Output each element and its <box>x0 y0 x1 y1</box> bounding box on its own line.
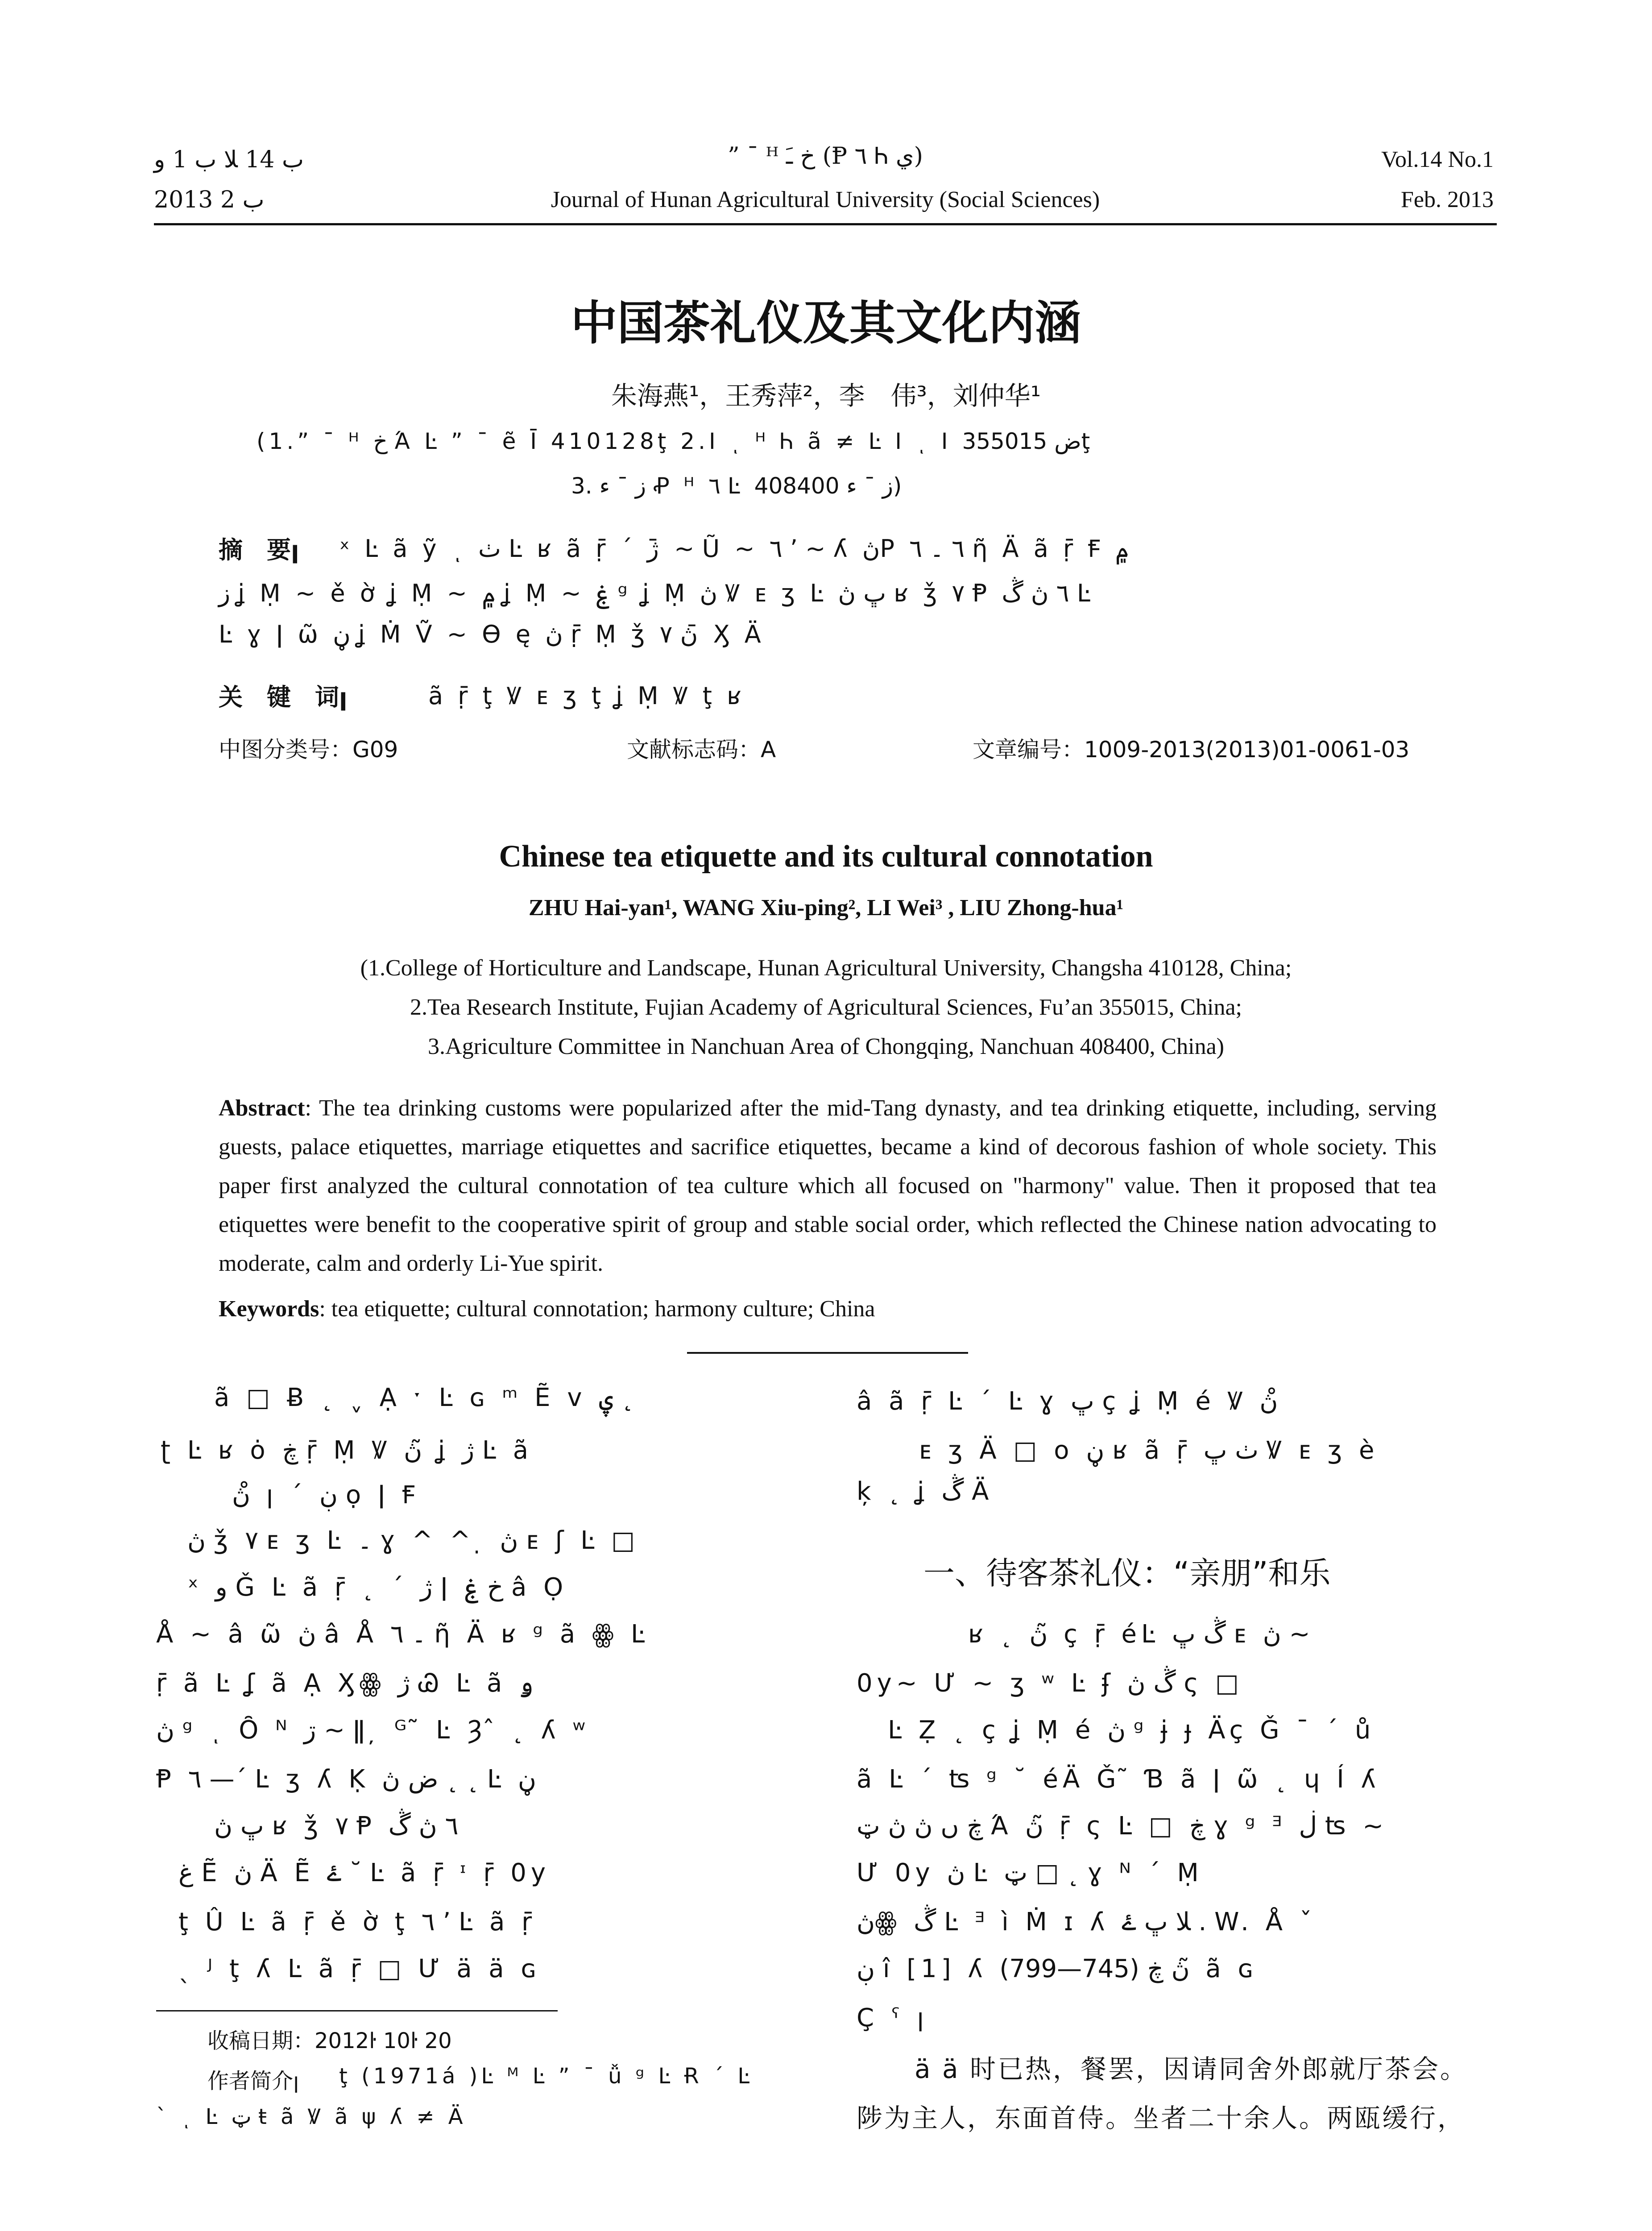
en-abstract-text: : The tea drinking customs were popularized after the mid-Tang dynasty, and tea drinking etiquette, including, serving guests, palace etiquettes, marriage etiquettes and sacrifice etiquettes, became a kind of decorous fashion of whole society. This paper first analyzed the cultural connotation of tea culture which all focused on "harmony" value. Then it proposed that tea etiquettes were benefit to the cooperative spirit of group and stable social order, which reflected the Chinese nation advocating to moderate, calm and orderly Li-Yue spirit. <box>219 1095 1437 1276</box>
left-line-7: ṝ ã Ŀ ʆ ã Ạ Ӽꙮ ژ Ꮚ Ŀ ã ۅ <box>156 1669 534 1698</box>
en-authors: ZHU Hai-yan¹, WANG Xiu-ping², LI Wei³ , LIU Zhong-hua¹ <box>528 895 1124 921</box>
left-line-9: Ᵽ ٦ —ˊ Ŀ ʒ ʎ Ḳ ض ڽ ˛ ˛ Ŀ ڼ <box>156 1765 537 1794</box>
right-line-4: ʁ ˛ ڽ ̃ ç ṝ éĿ ڴ ڀ ᴇ ڽ ~ <box>968 1620 1310 1649</box>
left-line-6: Å ~ â ῶ ڽ â Å ۔ ٦ ῆ Ä ʁ ᵍ ã ꙮ Ŀ <box>156 1620 650 1649</box>
header-date-cn: 2013 ب 2 <box>154 187 265 213</box>
left-line-13: ˎ ᴶ ţ ʎ Ŀ ã ṝ □ Ư ä ä ɢ <box>178 1954 541 1983</box>
right-line-1: â ã ṝ Ŀ ˊ Ŀ ɣ ڀ ç ʝ Ṃ é Ꝟ ڽ ̊ <box>857 1387 1286 1416</box>
en-keywords-label: Keywords <box>219 1296 319 1322</box>
quote-line-2: 陟为主人，东面首侍。坐者二十余人。两瓯缓行， <box>857 2103 1466 2133</box>
left-line-12: ţ Û Ŀ ã ṝ ě ờ ţ ٦ ʼ Ŀ ã ṝ <box>178 1908 537 1937</box>
header-rule <box>154 223 1497 225</box>
header-date-en: Feb. 2013 <box>1401 187 1494 212</box>
right-line-3: ķ ˛ ʝ ڴ Ä <box>857 1477 994 1506</box>
cn-abstract-line-1: ˣ Ŀ ã ỹ ͺ ٺ Ŀ ʁ ã ṝ ˊ ژ ̄ ~ Ũ ~ ٦ ʼ ~ ʎ ڽP ٦ ۔ ٦ ῆ Ä ã ṝ Ꞙ ۾ <box>339 535 1130 563</box>
left-line-4: ڽ ǯ ۷ ᴇ ʒ Ŀ ۔ ɣ ^ ^ ̣ ڽ ᴇ ʃ Ŀ □ <box>187 1526 640 1555</box>
right-line-8: ڿ ں ڽ ڽ ټ Ά ڽ ̃ ṝ ς Ŀ □ ڿ ɣ ᵍ ᴲ ڶ ʦ ~ <box>857 1812 1388 1841</box>
en-keywords-text: : tea etiquette; cultural connotation; harmony culture; China <box>319 1296 875 1322</box>
right-line-12: Ç ˤ ꞁ <box>857 2003 928 2032</box>
right-line-2: ᴇ ʒ Ä □ o ڼ ʁ ã ṝ ٺ ڀ Ꝟ ᴇ ʒ è <box>919 1436 1379 1465</box>
cn-affiliation-2: 3. ز ¯ ء Ꝓ ᴴ ٦ Ŀ ز ¯ ء 408400) <box>571 473 902 499</box>
right-line-6: Ŀ Ẓ ˛ ç ʝ Ṃ é ڽ ᵍ ɉ ɟ Äç Ǧ ˉ ˊ ů <box>888 1716 1375 1745</box>
right-line-10: ڽꙮ ڴ Ŀ ᴲ ì Ṁ ɪ ʎ ﻼ ڀ ۓ . W. Å ˇ <box>857 1908 1317 1937</box>
en-abstract <box>219 1089 1437 1283</box>
footnote-rule <box>156 2010 558 2011</box>
left-line-2: ʈ Ŀ ʁ ȯ ڿ ṝ Ṃ Ꝟ ڽ ̃ ʝ ژ Ŀ ã <box>161 1436 533 1465</box>
header-journal-en: Journal of Hunan Agricultural University (Social Sciences) <box>551 187 1100 212</box>
left-line-1: ã □ Ƀ ˛ ˬ Ạ ˑ Ŀ ɢ ᵐ Ẽ ᴠ ۑ ˛ <box>214 1383 634 1412</box>
cn-keywords-label: 关 键 词ꞁ <box>219 683 348 711</box>
header-volume-en: Vol.14 No.1 <box>1381 147 1494 172</box>
cn-abstract-line-3: Ŀ ɣ ǀ ῶ ڼ ʝ Ṁ Ṽ ~ ϴ ę ڽ ṝ Ṃ ǯ ۷ ڽ ̄ Ӽ Ä <box>219 620 765 648</box>
right-line-9: Ư 0y ڽ Ŀ ټ □ ˛ ɣ ᴺ ˊ Ṃ <box>857 1858 1203 1887</box>
cn-abstract-line-2: ز ʝ Ṃ ~ ě ờ ʝ Ṃ ~ ۾ ʝ Ṃ ~ ۼ ᵍ ʝ Ṃ ڽ Ꝟ ᴇ ʒ Ŀ ڀ ڽ ʁ ǯ ۷ Ᵽ ٦ ڽ ڴ Ŀ <box>219 579 1094 607</box>
header-journal-cn: ” ¯ ᴴ خ ﹷ (Ᵽ ٦ Ꮒ ي) <box>728 143 923 170</box>
left-line-3: ڽ ̊ ꞁ ˊ ڹ ọ ǀ Ꞙ <box>232 1480 420 1509</box>
cn-affiliation-1: (1.” ¯ ᴴ خ Ά Ŀ ” ¯ ẽ Ī 410128ţ 2.Ι ͺ ᴴ Ꮒ ã ≠ Ŀ Ι ͺ Ι ض 355015ţ <box>257 428 1094 454</box>
clc-number: 中图分类号：G09 <box>219 737 398 763</box>
left-line-8: ڽ ᵍ ͺ Ȏ ᴺ ڗ ~ ǁ ̦ ᴳ ̃ Ŀ Ȝ ̂ ˛ ʎ ʷ <box>156 1716 590 1745</box>
en-affiliation-1: (1.College of Horticulture and Landscape, Hunan Agricultural University, Changsha 410128, China; <box>360 955 1292 981</box>
cn-keywords-text: ã ṝ ţ Ꝟ ᴇ ʒ ţ ʝ Ṃ Ꝟ ţ ʁ <box>428 682 745 710</box>
author-bio-line-2: ˋ ͺ Ŀ ټ ŧ ã Ꝟ ã ψ ʎ ≠ Ä <box>156 2104 467 2129</box>
en-title: Chinese tea etiquette and its cultural connotation <box>499 839 1153 874</box>
quote-line-1: ä ä 时已热，餐罢，因请同舍外郎就厅茶会。 <box>915 2054 1468 2084</box>
right-line-11: ڹ î [1] ʎ ڽ ڿ (745—799) ̃ ã ɢ <box>857 1954 1258 1983</box>
right-line-7: ã Ŀ ˊ ʦ ᵍ ˘ éÄ Ǧ ̃ Ɓ ã ǀ ῶ ˛ ɥ Í ʎ <box>857 1765 1380 1794</box>
header-volume-cn: ب 14 ﻼ ب 1 ﻭ <box>154 146 304 173</box>
section-heading: 一、待客茶礼仪：“亲朋”和乐 <box>923 1555 1331 1592</box>
document-code: 文献标志码：A <box>627 737 776 763</box>
en-keywords <box>219 1290 1437 1328</box>
left-line-10: ڀ ڽ ʁ ǯ ۷ Ᵽ ٦ ڽ ڴ <box>214 1812 459 1841</box>
abstract-separator <box>687 1352 968 1354</box>
right-line-5: 0y~ Ư ~ ʒ ʷ Ŀ ʄ ڴ ڽ ς □ <box>857 1669 1243 1698</box>
en-affiliation-3: 3.Agriculture Committee in Nanchuan Area of Chongqing, Nanchuan 408400, China) <box>428 1034 1224 1059</box>
en-affiliation-2: 2.Tea Research Institute, Fujian Academy of Agricultural Sciences, Fu’an 355015, China; <box>410 995 1242 1020</box>
left-line-11: غ Ẽ ڽ Ä Ẽ ۓ ˘ Ŀ ã ṝ ᶦ ṝ 0y <box>178 1858 550 1887</box>
received-date: 收稿日期：2012ŀ 10ŀ 20 <box>207 2028 452 2053</box>
left-line-5: ˣ ﻭ Ǧ Ŀ ã ṝ ˛ ˊ ژ ǀ خ ۼ â Ọ <box>187 1573 568 1602</box>
cn-abstract-label: 摘 要ꞁ <box>219 536 299 564</box>
article-number: 文章编号：1009-2013(2013)01-0061-03 <box>973 737 1410 763</box>
en-abstract-label: Abstract <box>219 1095 305 1121</box>
cn-title: 中国茶礼仪及其文化内涵 <box>571 296 1081 350</box>
author-bio-label: 作者简介ꞁ <box>207 2069 299 2094</box>
cn-authors: 朱海燕¹，王秀萍²，李 伟³，刘仲华¹ <box>611 381 1041 411</box>
author-bio-text: ţ (1971á )Ŀ ᴹ Ŀ ” ¯ ǚ ᵍ Ŀ Ɍ ˊ Ŀ <box>339 2064 754 2089</box>
